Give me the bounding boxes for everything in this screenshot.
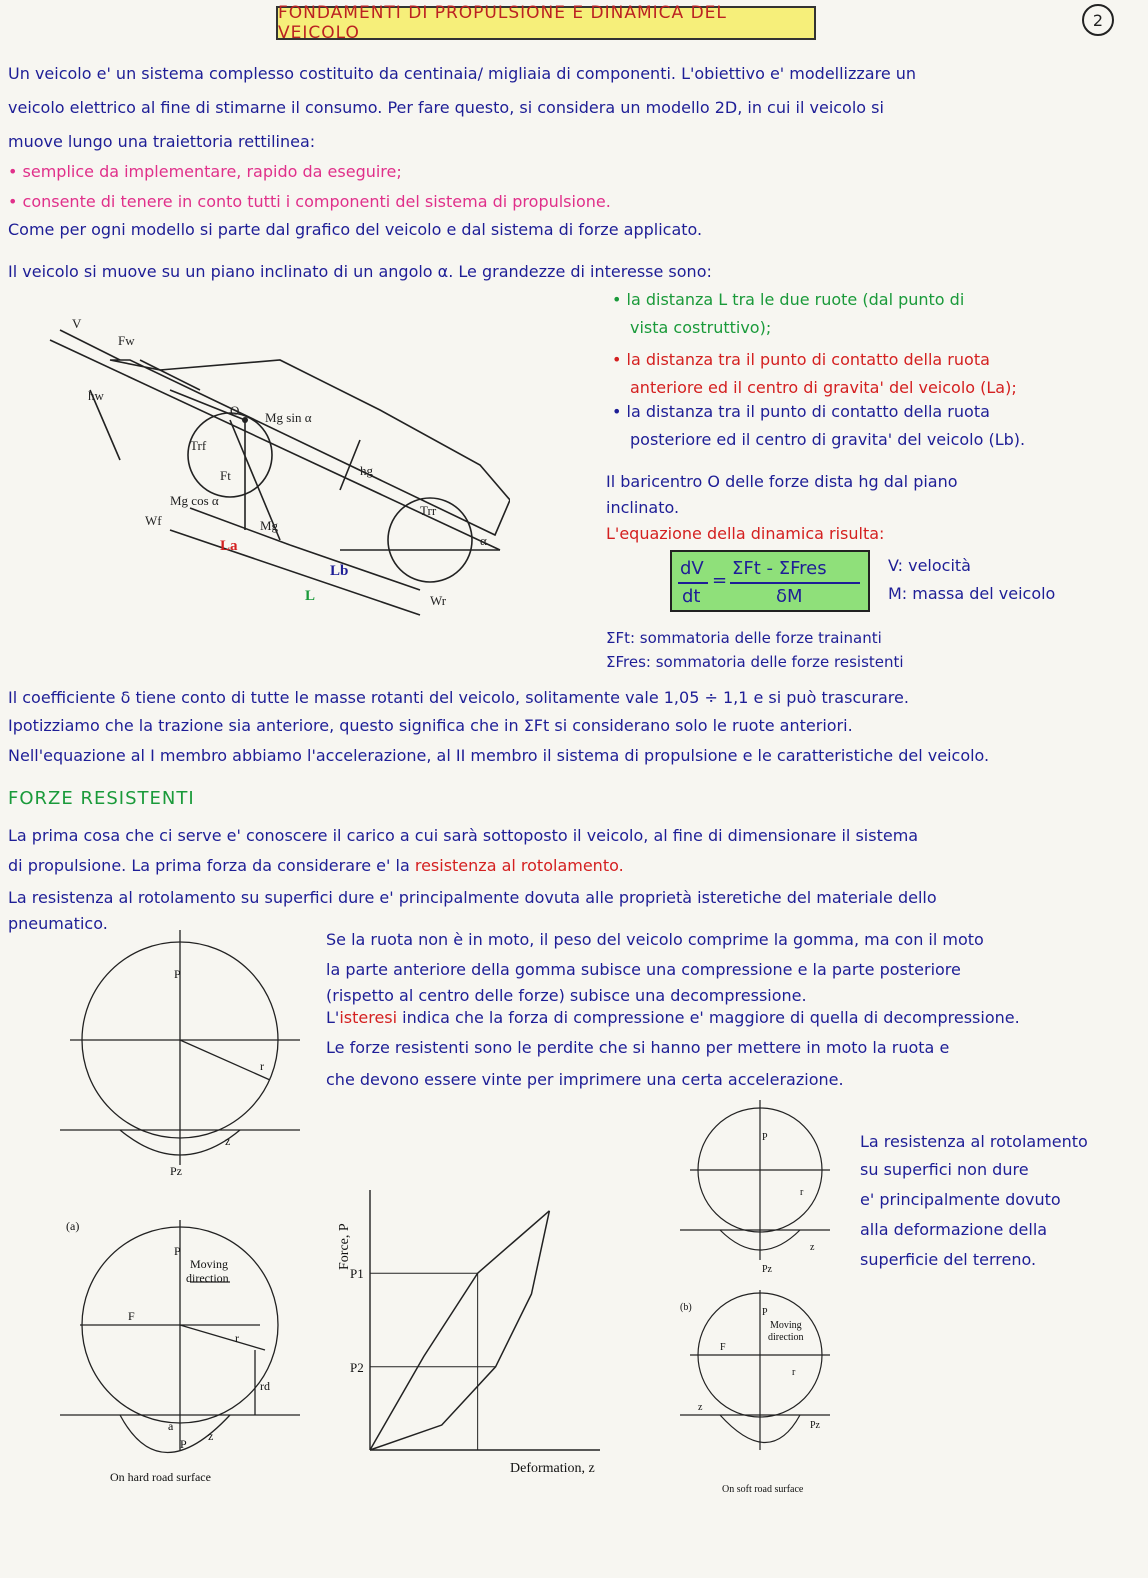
- hysteresis-line-5: Le forze resistenti sono le perdite che si hanno per mettere in moto la ruota e: [326, 1038, 950, 1057]
- eq-lhs-den: dt: [682, 586, 701, 607]
- hysteresis-line-2: la parte anteriore della gomma subisce una compressione e la parte posteriore: [326, 960, 961, 979]
- wheel-moving-radius: [180, 1325, 265, 1350]
- eq-lhs-num: dV: [680, 558, 704, 579]
- label-mg-sin: Mg sin α: [265, 410, 312, 425]
- intro-line-5: Il veicolo si muove su un piano inclinato di un angolo α. Le grandezze di interesse sono:: [8, 262, 712, 281]
- label-La: La: [220, 538, 238, 554]
- hysteresis-chart: [330, 1170, 630, 1480]
- label-hg: hg: [360, 463, 373, 478]
- hard-label-r2: r: [235, 1331, 239, 1345]
- chart-series-1-line: [370, 1211, 549, 1450]
- hard-label-moving-2: direction: [186, 1271, 229, 1285]
- soft-label-P2: P: [762, 1307, 768, 1318]
- hard-label-F: F: [128, 1309, 135, 1323]
- label-Ft: Ft: [220, 468, 231, 483]
- label-alpha: α: [480, 533, 487, 548]
- label-mg: Mg: [260, 518, 279, 533]
- label-trr: Trr: [420, 503, 437, 518]
- label-O: O: [230, 403, 240, 418]
- eq-v-definition: V: velocità: [888, 556, 971, 575]
- hard-label-rd: rd: [260, 1379, 270, 1393]
- resist-line-2: [8, 856, 624, 876]
- intro-bullet-2: • consente di tenere in conto tutti i componenti del sistema di propulsione.: [8, 192, 611, 211]
- soft-label-P: P: [762, 1132, 768, 1143]
- hysteresis-line-1: Se la ruota non è in moto, il peso del veicolo comprime la gomma, ma con il moto: [326, 930, 984, 949]
- label-hw: hw: [88, 388, 104, 403]
- quantity-3b: posteriore ed il centro di gravita' del veicolo (Lb).: [630, 430, 1026, 449]
- delta-line-1: Il coefficiente δ tiene conto di tutte le masse rotanti del veicolo, solitamente vale 1,05 ÷ 1,1 e si può trascurare.: [8, 688, 909, 707]
- soft-label-z2: z: [698, 1402, 703, 1413]
- soft-surface-line-5: superficie del terreno.: [860, 1250, 1037, 1269]
- resist-line-3: La resistenza al rotolamento su superfici dure e' principalmente dovuta alle proprietà isteretiche del materiale dello: [8, 888, 937, 907]
- intro-line-3: muove lungo una traiettoria rettilinea:: [8, 132, 316, 151]
- hard-label-z: z: [225, 1134, 231, 1148]
- chart-tick-p2: P2: [350, 1359, 364, 1375]
- intro-line-4: Come per ogni modello si parte dal grafico del veicolo e dal sistema di forze applicato.: [8, 220, 703, 239]
- soft-label-F: F: [720, 1342, 726, 1353]
- label-L: L: [305, 588, 316, 604]
- label-V: V: [72, 316, 82, 331]
- eq-rhs-bar: [730, 582, 860, 584]
- hard-label-r: r: [260, 1059, 264, 1073]
- resist-highlight: resistenza al rotolamento.: [414, 856, 624, 875]
- label-mg-cos: Mg cos α: [170, 493, 219, 508]
- wheel-static-radius: [180, 1040, 270, 1080]
- page-title: FONDAMENTI DI PROPULSIONE E DINAMICA DEL VEICOLO: [276, 6, 816, 40]
- hard-surface-caption: On hard road surface: [110, 1470, 211, 1484]
- resist-line-2-text: di propulsione. La prima forza da considerare e' la: [8, 856, 415, 875]
- soft-surface-line-1: La resistenza al rotolamento: [860, 1132, 1088, 1151]
- label-Fw: Fw: [118, 333, 135, 348]
- hard-label-Pz: Pz: [170, 1164, 182, 1178]
- hysteresis-line-6: che devono essere vinte per imprimere una certa accelerazione.: [326, 1070, 844, 1089]
- eq-rhs-num: ΣFt - ΣFres: [732, 558, 827, 579]
- soft-label-Pz2: Pz: [810, 1420, 820, 1431]
- chart-x-label: Deformation, z: [510, 1461, 595, 1476]
- eq-rhs-den: δM: [776, 586, 803, 607]
- quantity-3a: • la distanza tra il punto di contatto della ruota: [612, 402, 990, 421]
- soft-label-z: z: [810, 1242, 815, 1253]
- dynamics-intro: L'equazione della dinamica risulta:: [606, 524, 885, 543]
- quantity-2a: • la distanza tra il punto di contatto della ruota: [612, 350, 990, 369]
- eq-fres-definition: ΣFres: sommatoria delle forze resistenti: [606, 653, 904, 671]
- label-trf: Trf: [190, 438, 207, 453]
- intro-line-1: Un veicolo e' un sistema complesso costituito da centinaia/ migliaia di componenti. L'obiettivo e' modellizzare un: [8, 64, 917, 83]
- car-body-outline: [110, 360, 510, 535]
- hard-label-a-panel: (a): [66, 1219, 80, 1233]
- hysteresis-l4-prefix: L': [326, 1008, 340, 1027]
- hard-label-a: a: [168, 1419, 174, 1433]
- intro-line-2: veicolo elettrico al fine di stimarne il consumo. Per fare questo, si considera un modello 2D, in cui il veicolo si: [8, 98, 884, 117]
- v-arrow: [60, 330, 120, 360]
- soft-label-b-panel: (b): [680, 1302, 692, 1313]
- eq-m-definition: M: massa del veicolo: [888, 584, 1056, 603]
- front-wheel: [188, 413, 272, 497]
- barycenter-line-b: inclinato.: [606, 498, 680, 517]
- hysteresis-line-3: (rispetto al centro delle forze) subisce una decompressione.: [326, 986, 807, 1005]
- L-dimension-line: [170, 530, 420, 615]
- hard-surface-wheel-figure: [60, 930, 320, 1460]
- soft-label-r2: r: [792, 1367, 796, 1378]
- resist-line-4: pneumatico.: [8, 914, 108, 933]
- page-number: 2: [1082, 4, 1114, 36]
- soft-surface-wheel-figure: [680, 1100, 840, 1480]
- hysteresis-line-4: [326, 1008, 1020, 1028]
- delta-line-3: Nell'equazione al I membro abbiamo l'accelerazione, al II membro il sistema di propulsione e le caratteristiche del veicolo.: [8, 746, 990, 765]
- delta-line-2: Ipotizziamo che la trazione sia anteriore, questo significa che in ΣFt si considerano solo le ruote anteriori.: [8, 716, 853, 735]
- wheel-moving-contact-patch: [120, 1415, 230, 1453]
- chart-y-label: Force, P: [337, 1223, 352, 1270]
- hard-label-P3: P: [180, 1437, 187, 1451]
- soft-label-Pz: Pz: [762, 1264, 772, 1275]
- soft-label-moving-2: direction: [768, 1332, 804, 1343]
- intro-bullet-1: • semplice da implementare, rapido da eseguire;: [8, 162, 402, 181]
- soft-surface-caption: On soft road surface: [722, 1484, 804, 1495]
- label-Wr: Wr: [430, 593, 447, 608]
- eq-lhs-bar: [678, 582, 708, 584]
- quantity-1a: • la distanza L tra le due ruote (dal punto di: [612, 290, 965, 309]
- Lb-dimension-line: [290, 545, 420, 590]
- hard-label-moving-1: Moving: [190, 1257, 229, 1271]
- resist-line-1: La prima cosa che ci serve e' conoscere il carico a cui sarà sottoposto il veicolo, al fine di dimensionare il sistema: [8, 826, 919, 845]
- soft-label-moving-1: Moving: [770, 1320, 802, 1331]
- label-Lb: Lb: [330, 563, 349, 579]
- soft-surface-line-4: alla deformazione della: [860, 1220, 1048, 1239]
- dynamics-equation-box: [670, 550, 870, 612]
- hard-label-z2: z: [208, 1429, 214, 1443]
- barycenter-line-a: Il baricentro O delle forze dista hg dal piano: [606, 472, 958, 491]
- soft-surface-line-2: su superfici non dure: [860, 1160, 1029, 1179]
- section-heading-forze-resistenti: FORZE RESISTENTI: [8, 788, 195, 809]
- soft-surface-line-3: e' principalmente dovuto: [860, 1190, 1061, 1209]
- chart-tick-p1: P1: [350, 1266, 364, 1282]
- label-Wf: Wf: [145, 513, 162, 528]
- eq-ft-definition: ΣFt: sommatoria delle forze trainanti: [606, 629, 882, 647]
- hysteresis-l4-suffix: indica che la forza di compressione e' maggiore di quella di decompressione.: [397, 1008, 1020, 1027]
- quantity-2b: anteriore ed il centro di gravita' del veicolo (La);: [630, 378, 1017, 397]
- vehicle-incline-diagram: [40, 300, 510, 620]
- hard-label-P: P: [174, 967, 181, 981]
- eq-equals: =: [712, 570, 728, 591]
- hysteresis-term: isteresi: [339, 1008, 398, 1027]
- quantity-1b: vista costruttivo);: [630, 318, 772, 337]
- hard-label-P2: P: [174, 1244, 181, 1258]
- soft-label-r: r: [800, 1187, 804, 1198]
- chart-series-2-line: [370, 1211, 549, 1450]
- center-of-gravity-point: [242, 417, 248, 423]
